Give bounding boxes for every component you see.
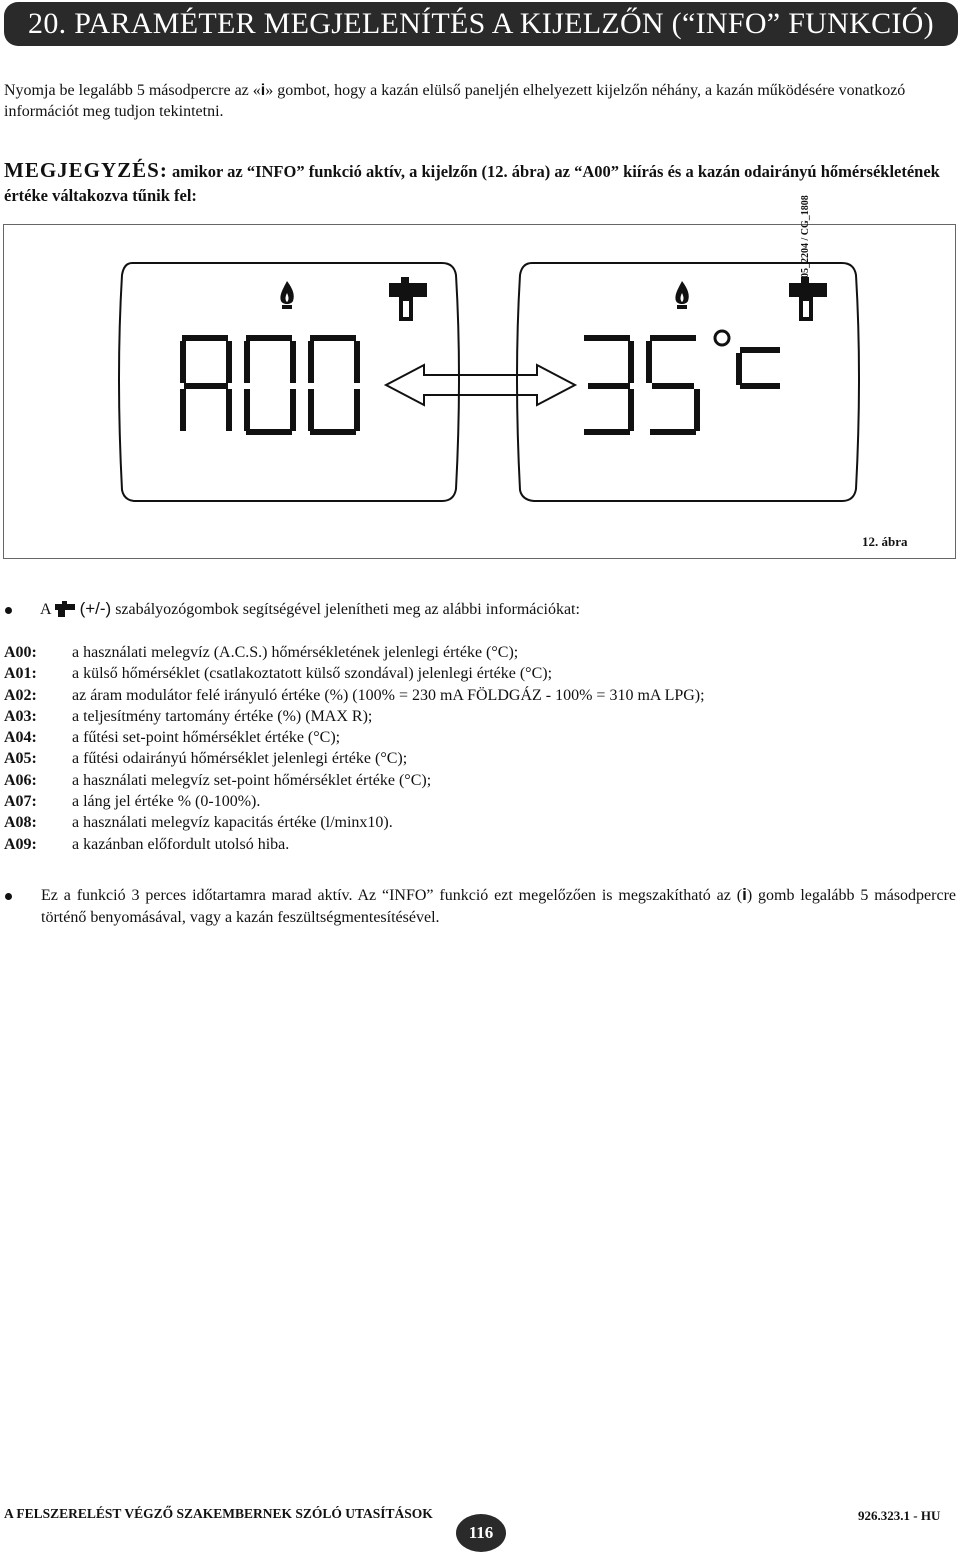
parameter-code: A00: [4, 644, 37, 661]
note-lead: MEGJEGYZÉS: [4, 158, 168, 182]
knob-text: szabályozógombok segítségével jelenítheti meg az alábbi információkat: [111, 601, 580, 618]
parameter-description: a fűtési odairányú hőmérséklet jelenlegi értéke (°C); [72, 750, 408, 768]
page-title: 20. PARAMÉTER MEGJELENÍTÉS A KIJELZŐN (“INFO” FUNKCIÓ) [4, 2, 958, 46]
closing-text-2: ) gomb legalább 5 másodpercre történő benyomásával, vagy a kazán feszültségmentesítésével. [41, 887, 956, 926]
left-display-digits [180, 335, 360, 435]
right-display-digits [584, 331, 780, 435]
parameter-description: a használati melegvíz set-point hőmérséklet értéke (°C); [72, 771, 432, 789]
parameter-code: A05: [4, 750, 37, 768]
page-number: 116 [456, 1514, 506, 1552]
parameter-code: A06: [4, 771, 37, 789]
tap-icon [389, 277, 427, 321]
closing-paragraph [41, 884, 956, 929]
double-arrow-icon [386, 365, 575, 405]
parameter-description: a külső hőmérséklet (csatlakoztatott külső szondával) jelenlegi értéke (°C); [72, 665, 553, 683]
parameter-description: a láng jel értéke % (0-100%). [72, 793, 261, 811]
parameter-description: a kazánban előfordult utolsó hiba. [72, 835, 290, 853]
parameter-code: A09: [4, 835, 37, 853]
parameter-code: A07: [4, 793, 37, 811]
tap-icon [55, 601, 77, 617]
parameter-row [4, 663, 954, 684]
parameter-row [4, 706, 954, 727]
knob-prefix: A [40, 601, 52, 618]
bullet-icon [5, 607, 12, 614]
parameter-row [4, 642, 954, 663]
parameter-description: a fűtési set-point hőmérséklet értéke (°C); [72, 729, 341, 747]
parameter-row [4, 812, 954, 833]
intro-text-1: Nyomja be legalább 5 másodpercre az « [4, 82, 261, 99]
parameter-code: A04: [4, 729, 37, 747]
parameter-description: a használati melegvíz (A.C.S.) hőmérsékletének jelenlegi értéke (°C); [72, 644, 519, 661]
parameter-description: az áram modulátor felé irányuló értéke (%) (100% = 230 mA FÖLDGÁZ - 100% = 310 mA LPG); [72, 686, 705, 704]
parameter-description: a használati melegvíz kapacitás értéke (l/minx10). [72, 814, 393, 832]
display-illustration [4, 225, 957, 560]
document-code: 926.323.1 - HU [858, 1508, 941, 1523]
closing-text-1: Ez a funkció 3 perces időtartamra marad aktív. Az “INFO” funkció ezt megelőzően is megszakítható az ( [41, 887, 743, 904]
footer-title: A FELSZERELÉST VÉGZŐ SZAKEMBERNEK SZÓLÓ UTASÍTÁSOK [4, 1506, 433, 1521]
parameter-code: A01: [4, 665, 37, 683]
flame-icon [280, 281, 293, 309]
parameter-row [4, 748, 954, 769]
parameter-list [4, 642, 954, 855]
parameter-code: A02: [4, 686, 37, 704]
parameter-row [4, 791, 954, 812]
note-text: amikor az “INFO” funkció aktív, a kijelzőn (12. ábra) az “A00” kiírás és a kazán odairányú hőmérsékletének értéke váltakozva tűnik fel: [4, 162, 940, 205]
parameter-row [4, 727, 954, 748]
info-button-symbol: i [260, 82, 266, 99]
flame-icon [675, 281, 688, 309]
bullet-icon [5, 893, 12, 900]
figure-caption: 12. ábra [862, 534, 908, 549]
knob-symbol: (+/-) [79, 599, 112, 618]
parameter-description: a teljesítmény tartomány értéke (%) (MAX R); [72, 707, 373, 725]
parameter-row [4, 770, 954, 791]
figure-code: 0605_2204 / CG_1808 [800, 195, 811, 288]
parameter-row [4, 685, 954, 706]
parameter-row [4, 834, 954, 855]
info-button-symbol: i [742, 885, 747, 904]
intro-text-2: » gombot, hogy a kazán elülső paneljén elhelyezett kijelzőn néhány, a kazán működésére vonatkozó információt meg tudjon tekintetni. [4, 82, 906, 120]
knob-instruction [40, 598, 580, 621]
parameter-code: A08: [4, 814, 37, 832]
parameter-code: A03: [4, 707, 37, 725]
